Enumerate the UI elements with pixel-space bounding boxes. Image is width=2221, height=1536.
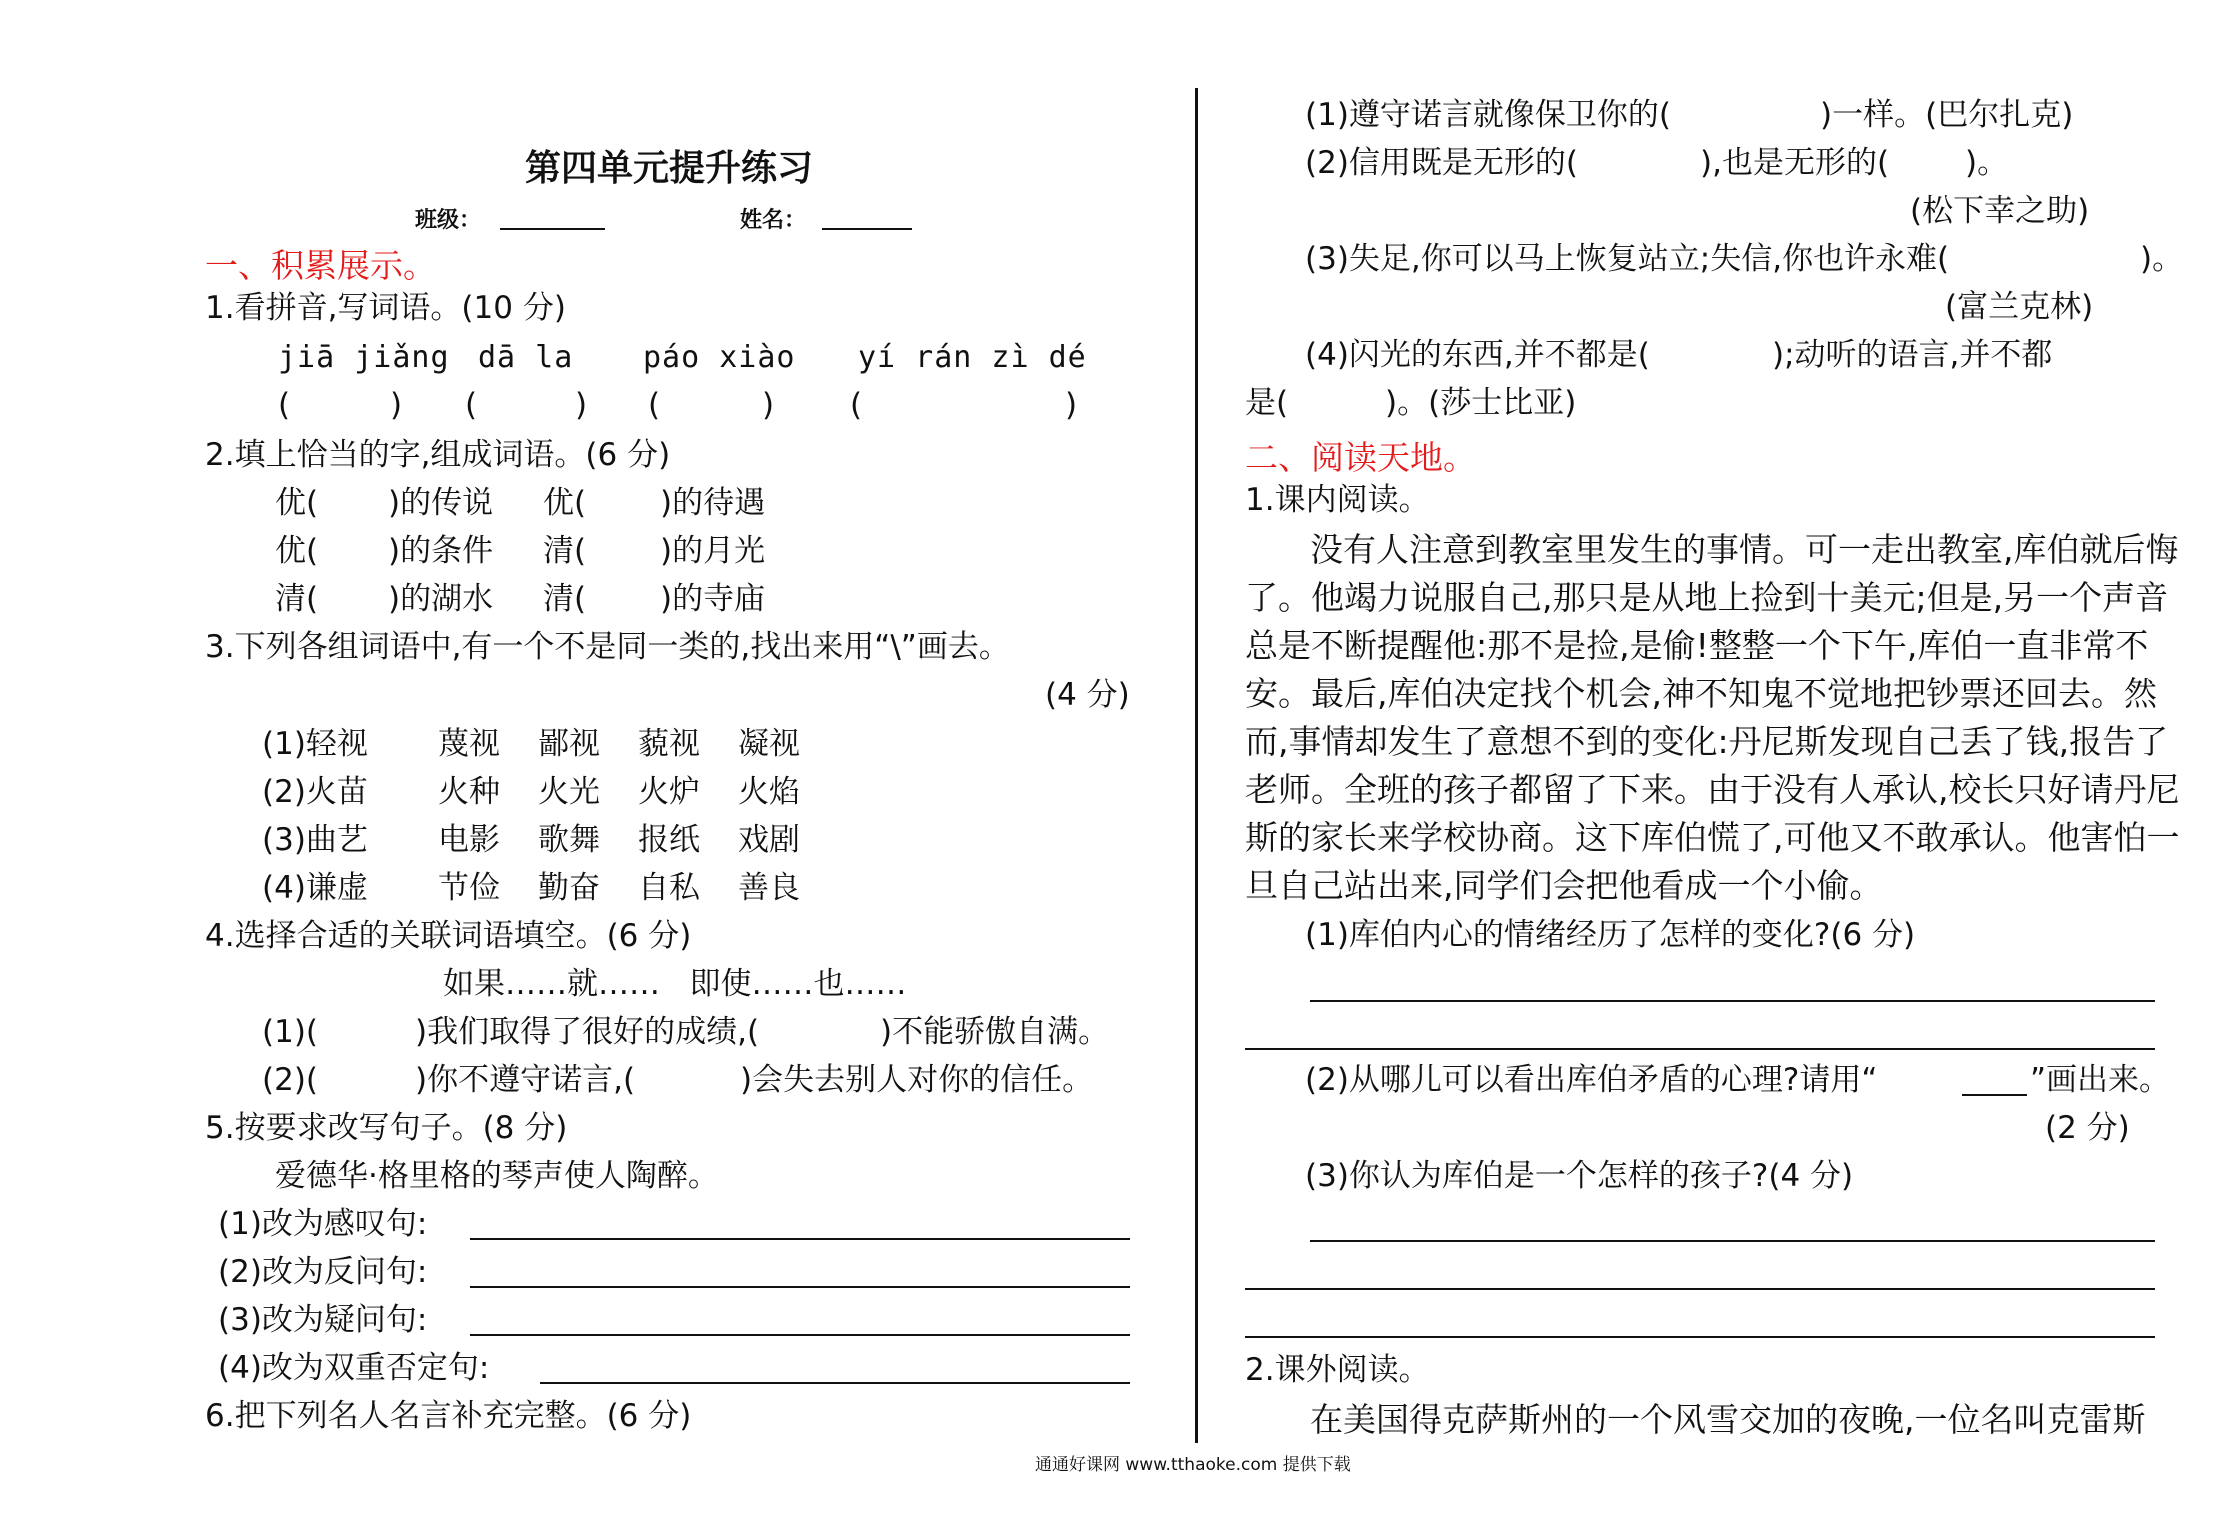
word-group-label: (2)火苗: [262, 774, 368, 810]
quote-1-a: (1)遵守诺言就像保卫你的(: [1305, 97, 1672, 133]
q5-item-3: (3)改为疑问句:: [218, 1302, 428, 1338]
q5-item-1: (1)改为感叹句:: [218, 1206, 428, 1242]
q4-sentence-2-b: )你不遵守诺言,(: [415, 1062, 636, 1098]
answer-line[interactable]: [1245, 1288, 2155, 1290]
quote-4-c: 是(: [1245, 385, 1289, 421]
reading-1-question-2-a: (2)从哪儿可以看出库伯矛盾的心理?请用“: [1305, 1062, 1878, 1098]
fill-word: )的待遇: [660, 485, 766, 521]
question-4: 4.选择合适的关联词语填空。(6 分): [205, 918, 692, 954]
quote-2-a: (2)信用既是无形的(: [1305, 145, 1579, 181]
class-label: 班级：: [415, 207, 482, 233]
reading-2-title: 2.课外阅读。: [1245, 1352, 1430, 1388]
fill-word: 清(: [543, 581, 587, 617]
quote-4-a: (4)闪光的东西,并不都是(: [1305, 337, 1650, 373]
quote-2-author: (松下幸之助): [1910, 193, 2090, 229]
reading-1-line: 了。他竭力说服自己,那只是从地上捡到十美元;但是,另一个声音: [1245, 578, 2169, 617]
word: 报纸: [638, 822, 700, 858]
word: 火炉: [638, 774, 700, 810]
fill-word: )的传说: [388, 485, 494, 521]
name-label: 姓名：: [740, 207, 807, 233]
q5-item-4: (4)改为双重否定句:: [218, 1350, 490, 1386]
reading-1-line: 老师。全班的孩子都留了下来。由于没有人承认,校长只好请丹尼: [1245, 770, 2180, 809]
word-group-label: (3)曲艺: [262, 822, 368, 858]
question-1: 1.看拼音,写词语。(10 分): [205, 290, 566, 326]
reading-1-line: 没有人注意到教室里发生的事情。可一走出教室,库伯就后悔: [1310, 530, 2179, 569]
reading-1-line: 旦自己站出来,同学们会把他看成一个小偷。: [1245, 866, 1883, 905]
fill-word: )的月光: [660, 533, 766, 569]
pinyin-1: jiā jiǎng: [278, 340, 450, 375]
class-field-line: [500, 228, 605, 230]
question-3-score: (4 分): [1045, 677, 1130, 713]
question-2: 2.填上恰当的字,组成词语。(6 分): [205, 437, 671, 473]
reading-2-line: 在美国得克萨斯州的一个风雪交加的夜晚,一位名叫克雷斯: [1310, 1400, 2146, 1439]
fill-word: )的寺庙: [660, 581, 766, 617]
question-6: 6.把下列名人名言补充完整。(6 分): [205, 1398, 692, 1434]
underline-sample: [1962, 1094, 2027, 1096]
answer-line[interactable]: [1245, 1336, 2155, 1338]
word: 电影: [438, 822, 500, 858]
q4-sentence-1-c: )不能骄傲自满。: [880, 1014, 1110, 1050]
answer-line[interactable]: [540, 1382, 1130, 1384]
fill-word: 清(: [543, 533, 587, 569]
answer-bracket-open-3: (: [648, 387, 661, 423]
answer-bracket-close-2: ): [575, 387, 588, 423]
word: 勤奋: [538, 870, 600, 906]
reading-1-question-3: (3)你认为库伯是一个怎样的孩子?(4 分): [1305, 1158, 1854, 1194]
fill-word: 清(: [275, 581, 319, 617]
word-group-label: (4)谦虚: [262, 870, 368, 906]
reading-1-title: 1.课内阅读。: [1245, 482, 1430, 518]
word-group-label: (1)轻视: [262, 726, 368, 762]
reading-1-line: 而,事情却发生了意想不到的变化:丹尼斯发现自己丢了钱,报告了: [1245, 722, 2169, 761]
pinyin-4: yí rán zì dé: [858, 340, 1087, 375]
word: 戏剧: [738, 822, 800, 858]
word: 火种: [438, 774, 500, 810]
column-divider: [1195, 88, 1198, 1443]
quote-1-b: )一样。(巴尔扎克): [1820, 97, 2074, 133]
answer-bracket-open-4: (: [850, 387, 863, 423]
reading-1-question-2-score: (2 分): [2045, 1110, 2130, 1146]
q4-sentence-1-b: )我们取得了很好的成绩,(: [415, 1014, 760, 1050]
answer-bracket-close-1: ): [390, 387, 403, 423]
word: 善良: [738, 870, 800, 906]
word: 火焰: [738, 774, 800, 810]
quote-2-b: ),也是无形的(: [1700, 145, 1890, 181]
reading-1-line: 斯的家长来学校协商。这下库伯慌了,可他又不敢承认。他害怕一: [1245, 818, 2180, 857]
page-title: 第四单元提升练习: [525, 147, 814, 189]
question-3: 3.下列各组词语中,有一个不是同一类的,找出来用“\”画去。: [205, 629, 1010, 665]
q4-sentence-1-a: (1)(: [262, 1014, 319, 1050]
word: 藐视: [638, 726, 700, 762]
quote-3-author: (富兰克林): [1945, 289, 2094, 325]
q4-sentence-2-a: (2)(: [262, 1062, 319, 1098]
quote-4-b: );动听的语言,并不都: [1772, 337, 2053, 373]
pinyin-2: dā la: [478, 340, 574, 375]
answer-bracket-open-1: (: [278, 387, 291, 423]
answer-line[interactable]: [470, 1286, 1130, 1288]
quote-3-b: )。: [2140, 241, 2184, 277]
reading-1-question-1: (1)库伯内心的情绪经历了怎样的变化?(6 分): [1305, 917, 1916, 953]
answer-bracket-close-3: ): [762, 387, 775, 423]
word: 火光: [538, 774, 600, 810]
answer-bracket-open-2: (: [465, 387, 478, 423]
reading-1-line: 安。最后,库伯决定找个机会,神不知鬼不觉地把钞票还回去。然: [1245, 674, 2157, 713]
answer-bracket-close-4: ): [1065, 387, 1078, 423]
q5-source-sentence: 爱德华·格里格的琴声使人陶醉。: [275, 1158, 719, 1194]
fill-word: 优(: [275, 485, 319, 521]
q5-item-2: (2)改为反问句:: [218, 1254, 428, 1290]
conjunction-options: 如果……就…… 即使……也……: [443, 966, 907, 1002]
q4-sentence-2-c: )会失去别人对你的信任。: [740, 1062, 1094, 1098]
word: 鄙视: [538, 726, 600, 762]
fill-word: 优(: [275, 533, 319, 569]
question-5: 5.按要求改写句子。(8 分): [205, 1110, 568, 1146]
answer-line[interactable]: [1310, 1000, 2155, 1002]
section-heading-reading: 二、阅读天地。: [1245, 438, 1476, 477]
pinyin-3: páo xiào: [643, 340, 796, 375]
reading-1-line: 总是不断提醒他:那不是捡,是偷!整整一个下午,库伯一直非常不: [1245, 626, 2149, 665]
word: 自私: [638, 870, 700, 906]
name-field-line: [822, 228, 912, 230]
fill-word: 优(: [543, 485, 587, 521]
quote-3-a: (3)失足,你可以马上恢复站立;失信,你也许永难(: [1305, 241, 1950, 277]
reading-1-question-2-b: ”画出来。: [2030, 1062, 2171, 1098]
word: 凝视: [738, 726, 800, 762]
word: 蔑视: [438, 726, 500, 762]
footer-source: 通通好课网 www.tthaoke.com 提供下载: [1035, 1455, 1351, 1475]
word: 节俭: [438, 870, 500, 906]
answer-line[interactable]: [1245, 1048, 2155, 1050]
quote-4-d: )。(莎士比亚): [1385, 385, 1577, 421]
fill-word: )的湖水: [388, 581, 494, 617]
answer-line[interactable]: [470, 1238, 1130, 1240]
answer-line[interactable]: [470, 1334, 1130, 1336]
section-heading-accumulation: 一、积累展示。: [205, 246, 436, 285]
quote-2-c: )。: [1965, 145, 2009, 181]
answer-line[interactable]: [1310, 1240, 2155, 1242]
word: 歌舞: [538, 822, 600, 858]
fill-word: )的条件: [388, 533, 494, 569]
